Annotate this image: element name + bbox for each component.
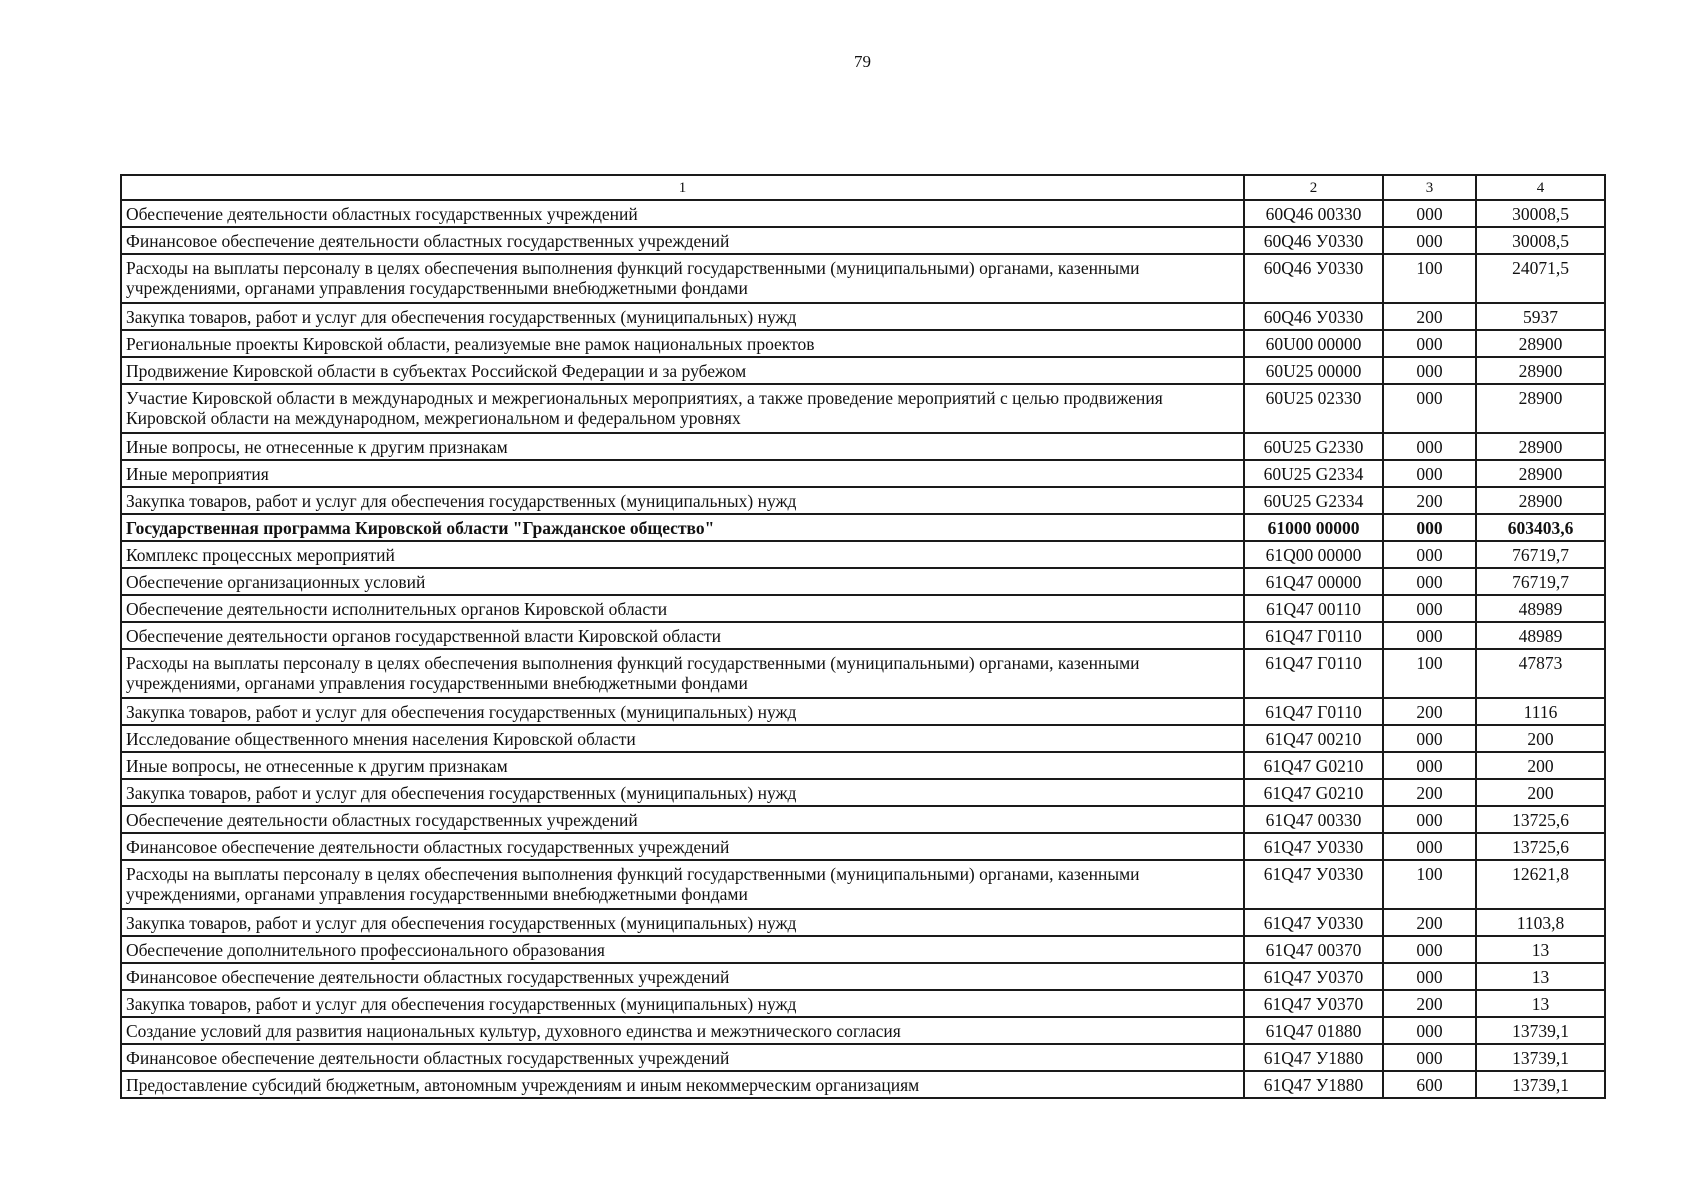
row-expense-type-cell: 000 — [1383, 384, 1476, 433]
table-row — [121, 330, 1605, 357]
row-name-cell: Государственная программа Кировской области "Гражданское общество" — [121, 514, 1244, 541]
row-amount-cell: 28900 — [1476, 330, 1605, 357]
table-row — [121, 622, 1605, 649]
row-code-cell: 60U25 G2330 — [1244, 433, 1383, 460]
row-amount-cell: 76719,7 — [1476, 541, 1605, 568]
row-amount-cell: 28900 — [1476, 460, 1605, 487]
row-name-cell: Расходы на выплаты персоналу в целях обеспечения выполнения функций государственными (муниципальными) органами, казенными учреждениями, органами управления государственными внебюджетными фондами — [121, 254, 1244, 303]
row-expense-type-cell: 000 — [1383, 200, 1476, 227]
table-row — [121, 384, 1605, 433]
row-amount-cell: 30008,5 — [1476, 227, 1605, 254]
row-amount-cell: 30008,5 — [1476, 200, 1605, 227]
row-expense-type-cell: 000 — [1383, 595, 1476, 622]
table-row — [121, 833, 1605, 860]
table-row — [121, 460, 1605, 487]
row-code-cell: 61Q47 G0210 — [1244, 779, 1383, 806]
row-expense-type-cell: 000 — [1383, 806, 1476, 833]
page-number: 79 — [854, 52, 871, 71]
row-expense-type-cell: 200 — [1383, 303, 1476, 330]
table-row — [121, 487, 1605, 514]
row-expense-type-cell: 100 — [1383, 649, 1476, 698]
row-amount-cell: 12621,8 — [1476, 860, 1605, 909]
table-row — [121, 200, 1605, 227]
row-amount-cell: 13 — [1476, 963, 1605, 990]
row-amount-cell: 76719,7 — [1476, 568, 1605, 595]
row-name-cell: Финансовое обеспечение деятельности областных государственных учреждений — [121, 963, 1244, 990]
header-col-3: 3 — [1383, 175, 1476, 200]
table-row — [121, 649, 1605, 698]
header-col-2: 2 — [1244, 175, 1383, 200]
row-code-cell: 61Q47 00210 — [1244, 725, 1383, 752]
row-amount-cell: 200 — [1476, 779, 1605, 806]
row-name-cell: Закупка товаров, работ и услуг для обеспечения государственных (муниципальных) нужд — [121, 990, 1244, 1017]
row-name-cell: Иные мероприятия — [121, 460, 1244, 487]
row-expense-type-cell: 000 — [1383, 936, 1476, 963]
row-code-cell: 60U25 00000 — [1244, 357, 1383, 384]
row-amount-cell: 5937 — [1476, 303, 1605, 330]
table-row — [121, 909, 1605, 936]
row-code-cell: 61Q47 У1880 — [1244, 1044, 1383, 1071]
table-row — [121, 806, 1605, 833]
row-name-cell: Обеспечение деятельности областных государственных учреждений — [121, 200, 1244, 227]
row-name-cell: Иные вопросы, не отнесенные к другим признакам — [121, 752, 1244, 779]
row-name-cell: Обеспечение деятельности органов государственной власти Кировской области — [121, 622, 1244, 649]
row-expense-type-cell: 000 — [1383, 330, 1476, 357]
row-code-cell: 60U00 00000 — [1244, 330, 1383, 357]
table-row — [121, 779, 1605, 806]
row-amount-cell: 13725,6 — [1476, 806, 1605, 833]
row-amount-cell: 13725,6 — [1476, 833, 1605, 860]
table-row — [121, 1071, 1605, 1098]
table-row — [121, 725, 1605, 752]
row-name-cell: Финансовое обеспечение деятельности областных государственных учреждений — [121, 1044, 1244, 1071]
row-expense-type-cell: 000 — [1383, 541, 1476, 568]
row-expense-type-cell: 200 — [1383, 779, 1476, 806]
row-name-cell: Исследование общественного мнения населения Кировской области — [121, 725, 1244, 752]
row-expense-type-cell: 200 — [1383, 698, 1476, 725]
row-code-cell: 61Q47 00370 — [1244, 936, 1383, 963]
row-code-cell: 61Q47 00330 — [1244, 806, 1383, 833]
row-expense-type-cell: 200 — [1383, 990, 1476, 1017]
row-amount-cell: 200 — [1476, 725, 1605, 752]
row-expense-type-cell: 000 — [1383, 568, 1476, 595]
row-code-cell: 61000 00000 — [1244, 514, 1383, 541]
row-name-cell: Расходы на выплаты персоналу в целях обеспечения выполнения функций государственными (муниципальными) органами, казенными учреждениями, органами управления государственными внебюджетными фондами — [121, 860, 1244, 909]
row-expense-type-cell: 200 — [1383, 487, 1476, 514]
row-name-cell: Обеспечение организационных условий — [121, 568, 1244, 595]
row-code-cell: 60Q46 У0330 — [1244, 227, 1383, 254]
header-col-4: 4 — [1476, 175, 1605, 200]
row-code-cell: 61Q47 У0370 — [1244, 990, 1383, 1017]
row-expense-type-cell: 600 — [1383, 1071, 1476, 1098]
row-expense-type-cell: 100 — [1383, 860, 1476, 909]
row-amount-cell: 24071,5 — [1476, 254, 1605, 303]
row-code-cell: 60Q46 00330 — [1244, 200, 1383, 227]
row-amount-cell: 28900 — [1476, 487, 1605, 514]
row-name-cell: Комплекс процессных мероприятий — [121, 541, 1244, 568]
table-row — [121, 1044, 1605, 1071]
row-name-cell: Финансовое обеспечение деятельности областных государственных учреждений — [121, 227, 1244, 254]
row-name-cell: Иные вопросы, не отнесенные к другим признакам — [121, 433, 1244, 460]
row-amount-cell: 603403,6 — [1476, 514, 1605, 541]
table-row — [121, 568, 1605, 595]
row-code-cell: 61Q47 У0330 — [1244, 909, 1383, 936]
row-code-cell: 61Q47 У0330 — [1244, 860, 1383, 909]
row-amount-cell: 1116 — [1476, 698, 1605, 725]
row-name-cell: Участие Кировской области в международных и межрегиональных мероприятиях, а также проведение мероприятий с целью продвижения Кировской области на международном, межрегиональном и федеральном уровнях — [121, 384, 1244, 433]
row-code-cell: 61Q47 00110 — [1244, 595, 1383, 622]
row-code-cell: 61Q47 01880 — [1244, 1017, 1383, 1044]
row-code-cell: 60U25 G2334 — [1244, 460, 1383, 487]
row-expense-type-cell: 000 — [1383, 963, 1476, 990]
row-expense-type-cell: 000 — [1383, 357, 1476, 384]
row-expense-type-cell: 000 — [1383, 227, 1476, 254]
row-expense-type-cell: 000 — [1383, 1017, 1476, 1044]
row-name-cell: Обеспечение дополнительного профессионального образования — [121, 936, 1244, 963]
row-code-cell: 60U25 02330 — [1244, 384, 1383, 433]
table-row — [121, 752, 1605, 779]
row-code-cell: 61Q47 G0210 — [1244, 752, 1383, 779]
row-amount-cell: 28900 — [1476, 433, 1605, 460]
table-row — [121, 254, 1605, 303]
table-row — [121, 860, 1605, 909]
budget-table — [120, 174, 1606, 1099]
row-amount-cell: 48989 — [1476, 595, 1605, 622]
row-name-cell: Закупка товаров, работ и услуг для обеспечения государственных (муниципальных) нужд — [121, 698, 1244, 725]
table-row — [121, 541, 1605, 568]
row-code-cell: 61Q47 У0370 — [1244, 963, 1383, 990]
row-expense-type-cell: 000 — [1383, 622, 1476, 649]
table-row — [121, 303, 1605, 330]
row-expense-type-cell: 000 — [1383, 752, 1476, 779]
table-row — [121, 990, 1605, 1017]
table-row — [121, 963, 1605, 990]
row-amount-cell: 28900 — [1476, 384, 1605, 433]
row-amount-cell: 13 — [1476, 990, 1605, 1017]
row-code-cell: 60Q46 У0330 — [1244, 303, 1383, 330]
table-row — [121, 433, 1605, 460]
table-row — [121, 698, 1605, 725]
table-body — [121, 200, 1605, 1098]
row-amount-cell: 13739,1 — [1476, 1044, 1605, 1071]
row-code-cell: 61Q47 Г0110 — [1244, 649, 1383, 698]
row-code-cell: 61Q47 У0330 — [1244, 833, 1383, 860]
row-name-cell: Продвижение Кировской области в субъектах Российской Федерации и за рубежом — [121, 357, 1244, 384]
table-row — [121, 936, 1605, 963]
row-amount-cell: 13739,1 — [1476, 1071, 1605, 1098]
row-amount-cell: 47873 — [1476, 649, 1605, 698]
row-amount-cell: 1103,8 — [1476, 909, 1605, 936]
row-amount-cell: 28900 — [1476, 357, 1605, 384]
table-row — [121, 1017, 1605, 1044]
row-name-cell: Закупка товаров, работ и услуг для обеспечения государственных (муниципальных) нужд — [121, 303, 1244, 330]
row-name-cell: Обеспечение деятельности исполнительных органов Кировской области — [121, 595, 1244, 622]
row-name-cell: Обеспечение деятельности областных государственных учреждений — [121, 806, 1244, 833]
row-code-cell: 61Q47 Г0110 — [1244, 622, 1383, 649]
row-amount-cell: 200 — [1476, 752, 1605, 779]
row-expense-type-cell: 100 — [1383, 254, 1476, 303]
table-header-row — [121, 175, 1605, 200]
header-col-1: 1 — [121, 175, 1244, 200]
row-expense-type-cell: 000 — [1383, 433, 1476, 460]
table-row — [121, 595, 1605, 622]
row-expense-type-cell: 000 — [1383, 833, 1476, 860]
row-expense-type-cell: 000 — [1383, 725, 1476, 752]
row-amount-cell: 13 — [1476, 936, 1605, 963]
row-code-cell: 61Q00 00000 — [1244, 541, 1383, 568]
row-name-cell: Создание условий для развития национальных культур, духовного единства и межэтнического согласия — [121, 1017, 1244, 1044]
row-code-cell: 61Q47 Г0110 — [1244, 698, 1383, 725]
row-expense-type-cell: 000 — [1383, 1044, 1476, 1071]
row-expense-type-cell: 200 — [1383, 909, 1476, 936]
row-name-cell: Расходы на выплаты персоналу в целях обеспечения выполнения функций государственными (муниципальными) органами, казенными учреждениями, органами управления государственными внебюджетными фондами — [121, 649, 1244, 698]
row-name-cell: Закупка товаров, работ и услуг для обеспечения государственных (муниципальных) нужд — [121, 487, 1244, 514]
row-expense-type-cell: 000 — [1383, 514, 1476, 541]
row-name-cell: Закупка товаров, работ и услуг для обеспечения государственных (муниципальных) нужд — [121, 779, 1244, 806]
row-code-cell: 61Q47 00000 — [1244, 568, 1383, 595]
row-name-cell: Финансовое обеспечение деятельности областных государственных учреждений — [121, 833, 1244, 860]
row-code-cell: 60Q46 У0330 — [1244, 254, 1383, 303]
row-code-cell: 61Q47 У1880 — [1244, 1071, 1383, 1098]
row-expense-type-cell: 000 — [1383, 460, 1476, 487]
row-name-cell: Закупка товаров, работ и услуг для обеспечения государственных (муниципальных) нужд — [121, 909, 1244, 936]
row-name-cell: Региональные проекты Кировской области, реализуемые вне рамок национальных проектов — [121, 330, 1244, 357]
row-code-cell: 60U25 G2334 — [1244, 487, 1383, 514]
row-name-cell: Предоставление субсидий бюджетным, автономным учреждениям и иным некоммерческим организациям — [121, 1071, 1244, 1098]
row-amount-cell: 48989 — [1476, 622, 1605, 649]
table-row — [121, 357, 1605, 384]
row-amount-cell: 13739,1 — [1476, 1017, 1605, 1044]
table-row — [121, 227, 1605, 254]
table-row — [121, 514, 1605, 541]
